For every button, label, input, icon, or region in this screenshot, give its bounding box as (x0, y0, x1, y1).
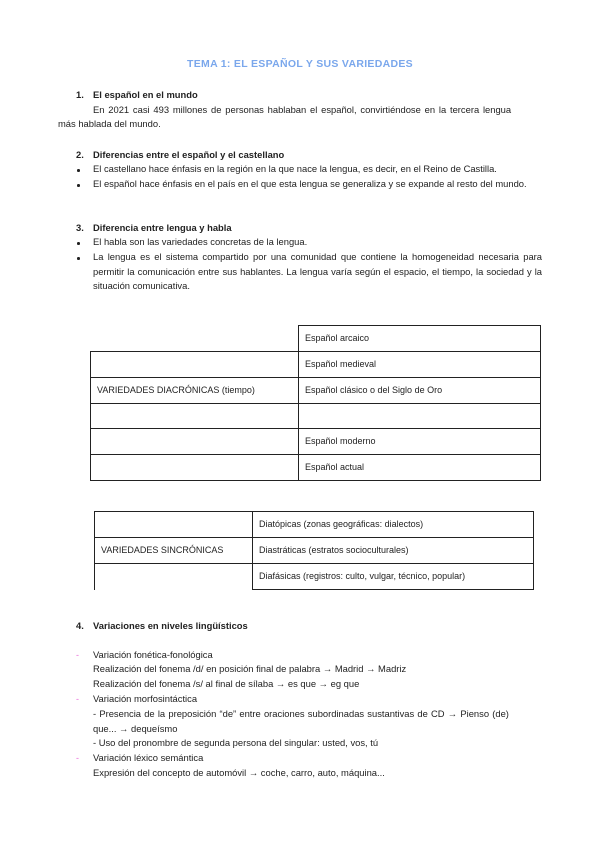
variation-title: Variación léxico semántica (93, 752, 204, 763)
section-1-heading: El español en el mundo (93, 89, 198, 100)
section-2-bullet: El castellano hace énfasis en la región en la que nace la lengua, es decir, en el Reino de Castilla. (93, 163, 497, 174)
variation-line: Expresión del concepto de automóvil → coche, carro, auto, máquina... (93, 767, 385, 778)
bullet-icon (77, 184, 80, 187)
section-1-text-cont: más hablada del mundo. (58, 118, 161, 129)
table-row-label: VARIEDADES DIACRÓNICAS (tiempo) (90, 377, 299, 404)
dash-bullet-icon: - (76, 650, 79, 660)
bullet-icon (77, 257, 80, 260)
variation-line: - Presencia de la preposición “de” entre oraciones subordinadas sustantivas de CD → Pienso (de) (93, 708, 509, 719)
bullet-icon (77, 242, 80, 245)
variation-title: Variación fonética-fonológica (93, 649, 213, 660)
table-cell (90, 428, 299, 455)
table-cell (94, 563, 253, 590)
variation-line: Realización del fonema /s/ al final de sílaba → es que → eg que (93, 678, 360, 689)
variation-line: que... → dequeísmo (93, 723, 178, 734)
variation-line: - Uso del pronombre de segunda persona del singular: usted, vos, tú (93, 737, 379, 748)
table-cell (90, 454, 299, 481)
section-1-number: 1. (76, 89, 84, 100)
section-4-heading: Variaciones en niveles lingüísticos (93, 620, 248, 631)
table-cell (90, 351, 299, 378)
table-cell: Español arcaico (298, 325, 541, 352)
section-3-heading: Diferencia entre lengua y habla (93, 222, 232, 233)
section-3-bullet: La lengua es el sistema compartido por una comunidad que contiene la homogeneidad necesaria para permitir la comunicación entre sus hablantes. La lengua varía según el espacio, el tiempo, la sociedad y la situación comunicativa. (93, 251, 542, 292)
table-cell: Diastráticas (estratos socioculturales) (252, 537, 534, 564)
section-3-number: 3. (76, 222, 84, 233)
variation-line: Realización del fonema /d/ en posición final de palabra → Madrid → Madriz (93, 663, 407, 674)
table-cell (90, 403, 299, 429)
section-2-heading: Diferencias entre el español y el castellano (93, 149, 285, 160)
section-3-bullet: El habla son las variedades concretas de la lengua. (93, 236, 308, 247)
dash-bullet-icon: - (76, 694, 79, 704)
table-cell: Diafásicas (registros: culto, vulgar, técnico, popular) (252, 563, 534, 590)
table-cell: Español clásico o del Siglo de Oro (298, 377, 541, 404)
variation-title: Variación morfosintáctica (93, 693, 198, 704)
section-2-number: 2. (76, 149, 84, 160)
table-cell: Español medieval (298, 351, 541, 378)
table-cell (94, 511, 253, 538)
bullet-icon (77, 169, 80, 172)
section-1-text: En 2021 casi 493 millones de personas hablaban el español, convirtiéndose en la tercera lengua (93, 104, 512, 115)
section-4-number: 4. (76, 620, 84, 631)
table-cell: Español actual (298, 454, 541, 481)
page-title: TEMA 1: EL ESPAÑOL Y SUS VARIEDADES (187, 58, 413, 70)
dash-bullet-icon: - (76, 753, 79, 763)
table-cell: Español moderno (298, 428, 541, 455)
table-cell (298, 403, 541, 429)
section-2-bullet: El español hace énfasis en el país en el que esta lengua se generaliza y se expande al resto del mundo. (93, 178, 527, 189)
table-row-label: VARIEDADES SINCRÓNICAS (94, 537, 253, 564)
table-cell: Diatópicas (zonas geográficas: dialectos) (252, 511, 534, 538)
